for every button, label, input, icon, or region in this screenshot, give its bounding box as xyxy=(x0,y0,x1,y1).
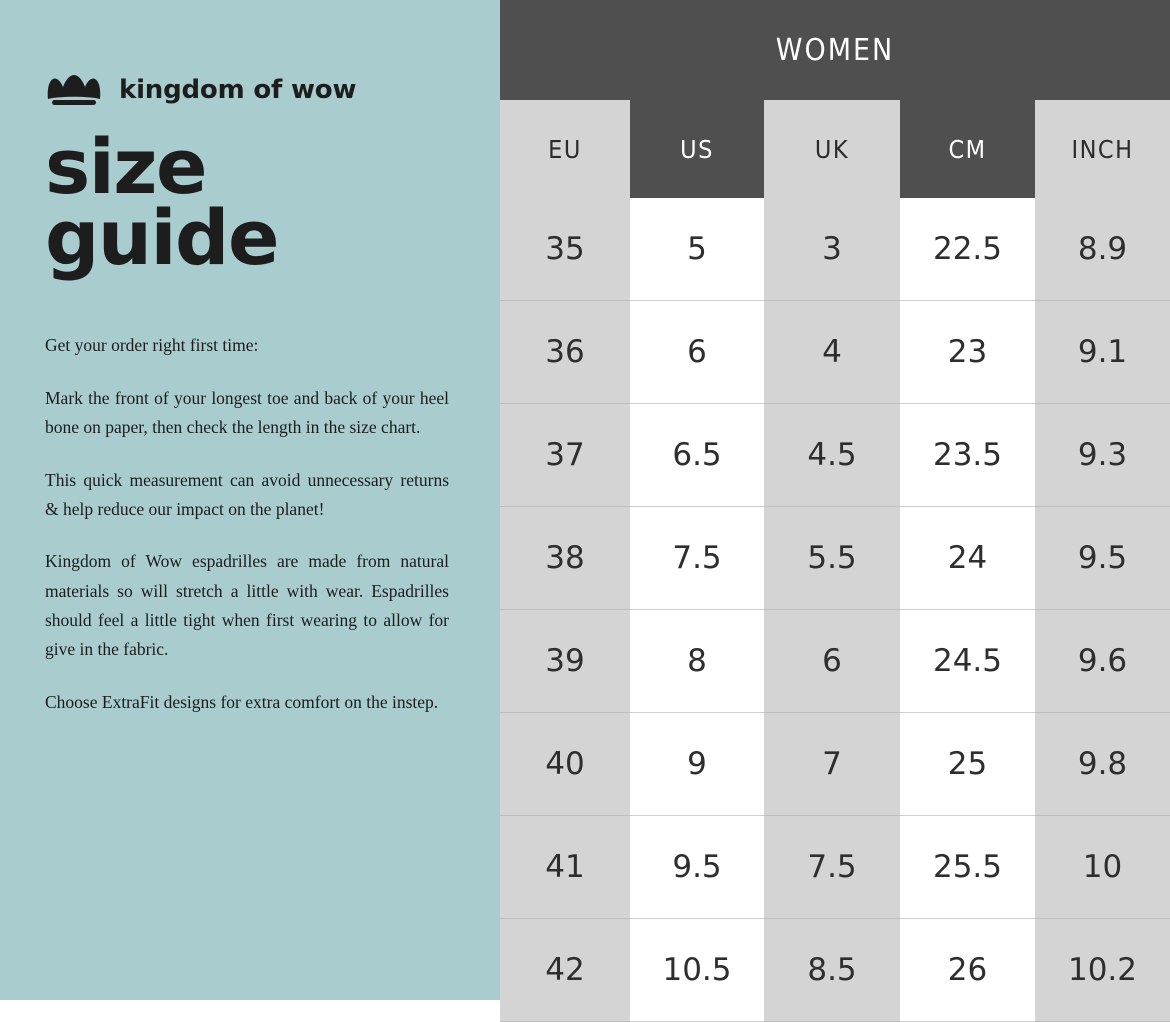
cell-cm: 24.5 xyxy=(900,610,1035,713)
size-table xyxy=(500,100,1170,1022)
cell-uk: 8.5 xyxy=(764,919,900,1022)
table-row xyxy=(500,919,1170,1022)
column-header-cm: CM xyxy=(900,100,1035,198)
cell-cm: 26 xyxy=(900,919,1035,1022)
cell-us: 8 xyxy=(630,610,764,713)
cell-cm: 23 xyxy=(900,301,1035,404)
column-header-us: US xyxy=(630,100,764,198)
cell-uk: 4.5 xyxy=(764,404,900,507)
cell-eu: 40 xyxy=(500,713,630,816)
cell-uk: 4 xyxy=(764,301,900,404)
page-title-line-1: size xyxy=(45,122,207,211)
cell-uk: 5.5 xyxy=(764,507,900,610)
intro-text: Get your order right first time: xyxy=(45,335,259,356)
cell-inch: 9.3 xyxy=(1035,404,1170,507)
cell-inch: 9.1 xyxy=(1035,301,1170,404)
cell-us: 7.5 xyxy=(630,507,764,610)
column-header-uk: UK xyxy=(764,100,900,198)
cell-inch: 10.2 xyxy=(1035,919,1170,1022)
instruction-paragraph: Mark the front of your longest toe and back of your heel bone on paper, then check the length in the size chart. xyxy=(45,387,449,438)
cell-cm: 24 xyxy=(900,507,1035,610)
column-header-eu: EU xyxy=(500,100,630,198)
cell-inch: 8.9 xyxy=(1035,198,1170,301)
page-title xyxy=(45,122,448,282)
crown-icon xyxy=(45,73,103,107)
cell-us: 6 xyxy=(630,301,764,404)
info-panel xyxy=(0,0,500,1000)
cell-us: 6.5 xyxy=(630,404,764,507)
cell-us: 9.5 xyxy=(630,816,764,919)
page-title-line-2: guide xyxy=(45,192,279,282)
cell-cm: 25 xyxy=(900,713,1035,816)
instructions xyxy=(45,331,449,717)
table-title: WOMEN xyxy=(500,0,1170,100)
column-header-inch: INCH xyxy=(1035,100,1170,198)
size-table-panel xyxy=(500,0,1170,1000)
cell-eu: 35 xyxy=(500,198,630,301)
table-row xyxy=(500,713,1170,816)
instruction-paragraph: This quick measurement can avoid unnecessary returns & help reduce our impact on the planet! xyxy=(45,469,449,519)
cell-us: 10.5 xyxy=(630,919,764,1022)
cell-inch: 9.5 xyxy=(1035,507,1170,610)
cell-cm: 22.5 xyxy=(900,198,1035,301)
cell-eu: 41 xyxy=(500,816,630,919)
instruction-paragraph: Kingdom of Wow espadrilles are made from natural materials so will stretch a little with wear. Espadrilles should feel a little tight when first wearing to allow for give in the fabric. xyxy=(45,551,449,660)
cell-inch: 9.8 xyxy=(1035,713,1170,816)
cell-cm: 23.5 xyxy=(900,404,1035,507)
cell-us: 9 xyxy=(630,713,764,816)
table-row xyxy=(500,301,1170,404)
table-row xyxy=(500,198,1170,301)
cell-uk: 7.5 xyxy=(764,816,900,919)
table-header-row xyxy=(500,100,1170,198)
cell-eu: 36 xyxy=(500,301,630,404)
table-row xyxy=(500,610,1170,713)
table-row xyxy=(500,507,1170,610)
table-row xyxy=(500,816,1170,919)
cell-eu: 38 xyxy=(500,507,630,610)
cell-us: 5 xyxy=(630,198,764,301)
cell-eu: 37 xyxy=(500,404,630,507)
cell-eu: 42 xyxy=(500,919,630,1022)
brand-lockup xyxy=(45,62,448,118)
brand-name: kingdom of wow xyxy=(119,75,357,105)
table-row xyxy=(500,404,1170,507)
cell-uk: 3 xyxy=(764,198,900,301)
cell-eu: 39 xyxy=(500,610,630,713)
instruction-paragraph: Choose ExtraFit designs for extra comfort on the instep. xyxy=(45,691,439,712)
cell-inch: 9.6 xyxy=(1035,610,1170,713)
cell-uk: 6 xyxy=(764,610,900,713)
cell-inch: 10 xyxy=(1035,816,1170,919)
cell-cm: 25.5 xyxy=(900,816,1035,919)
cell-uk: 7 xyxy=(764,713,900,816)
